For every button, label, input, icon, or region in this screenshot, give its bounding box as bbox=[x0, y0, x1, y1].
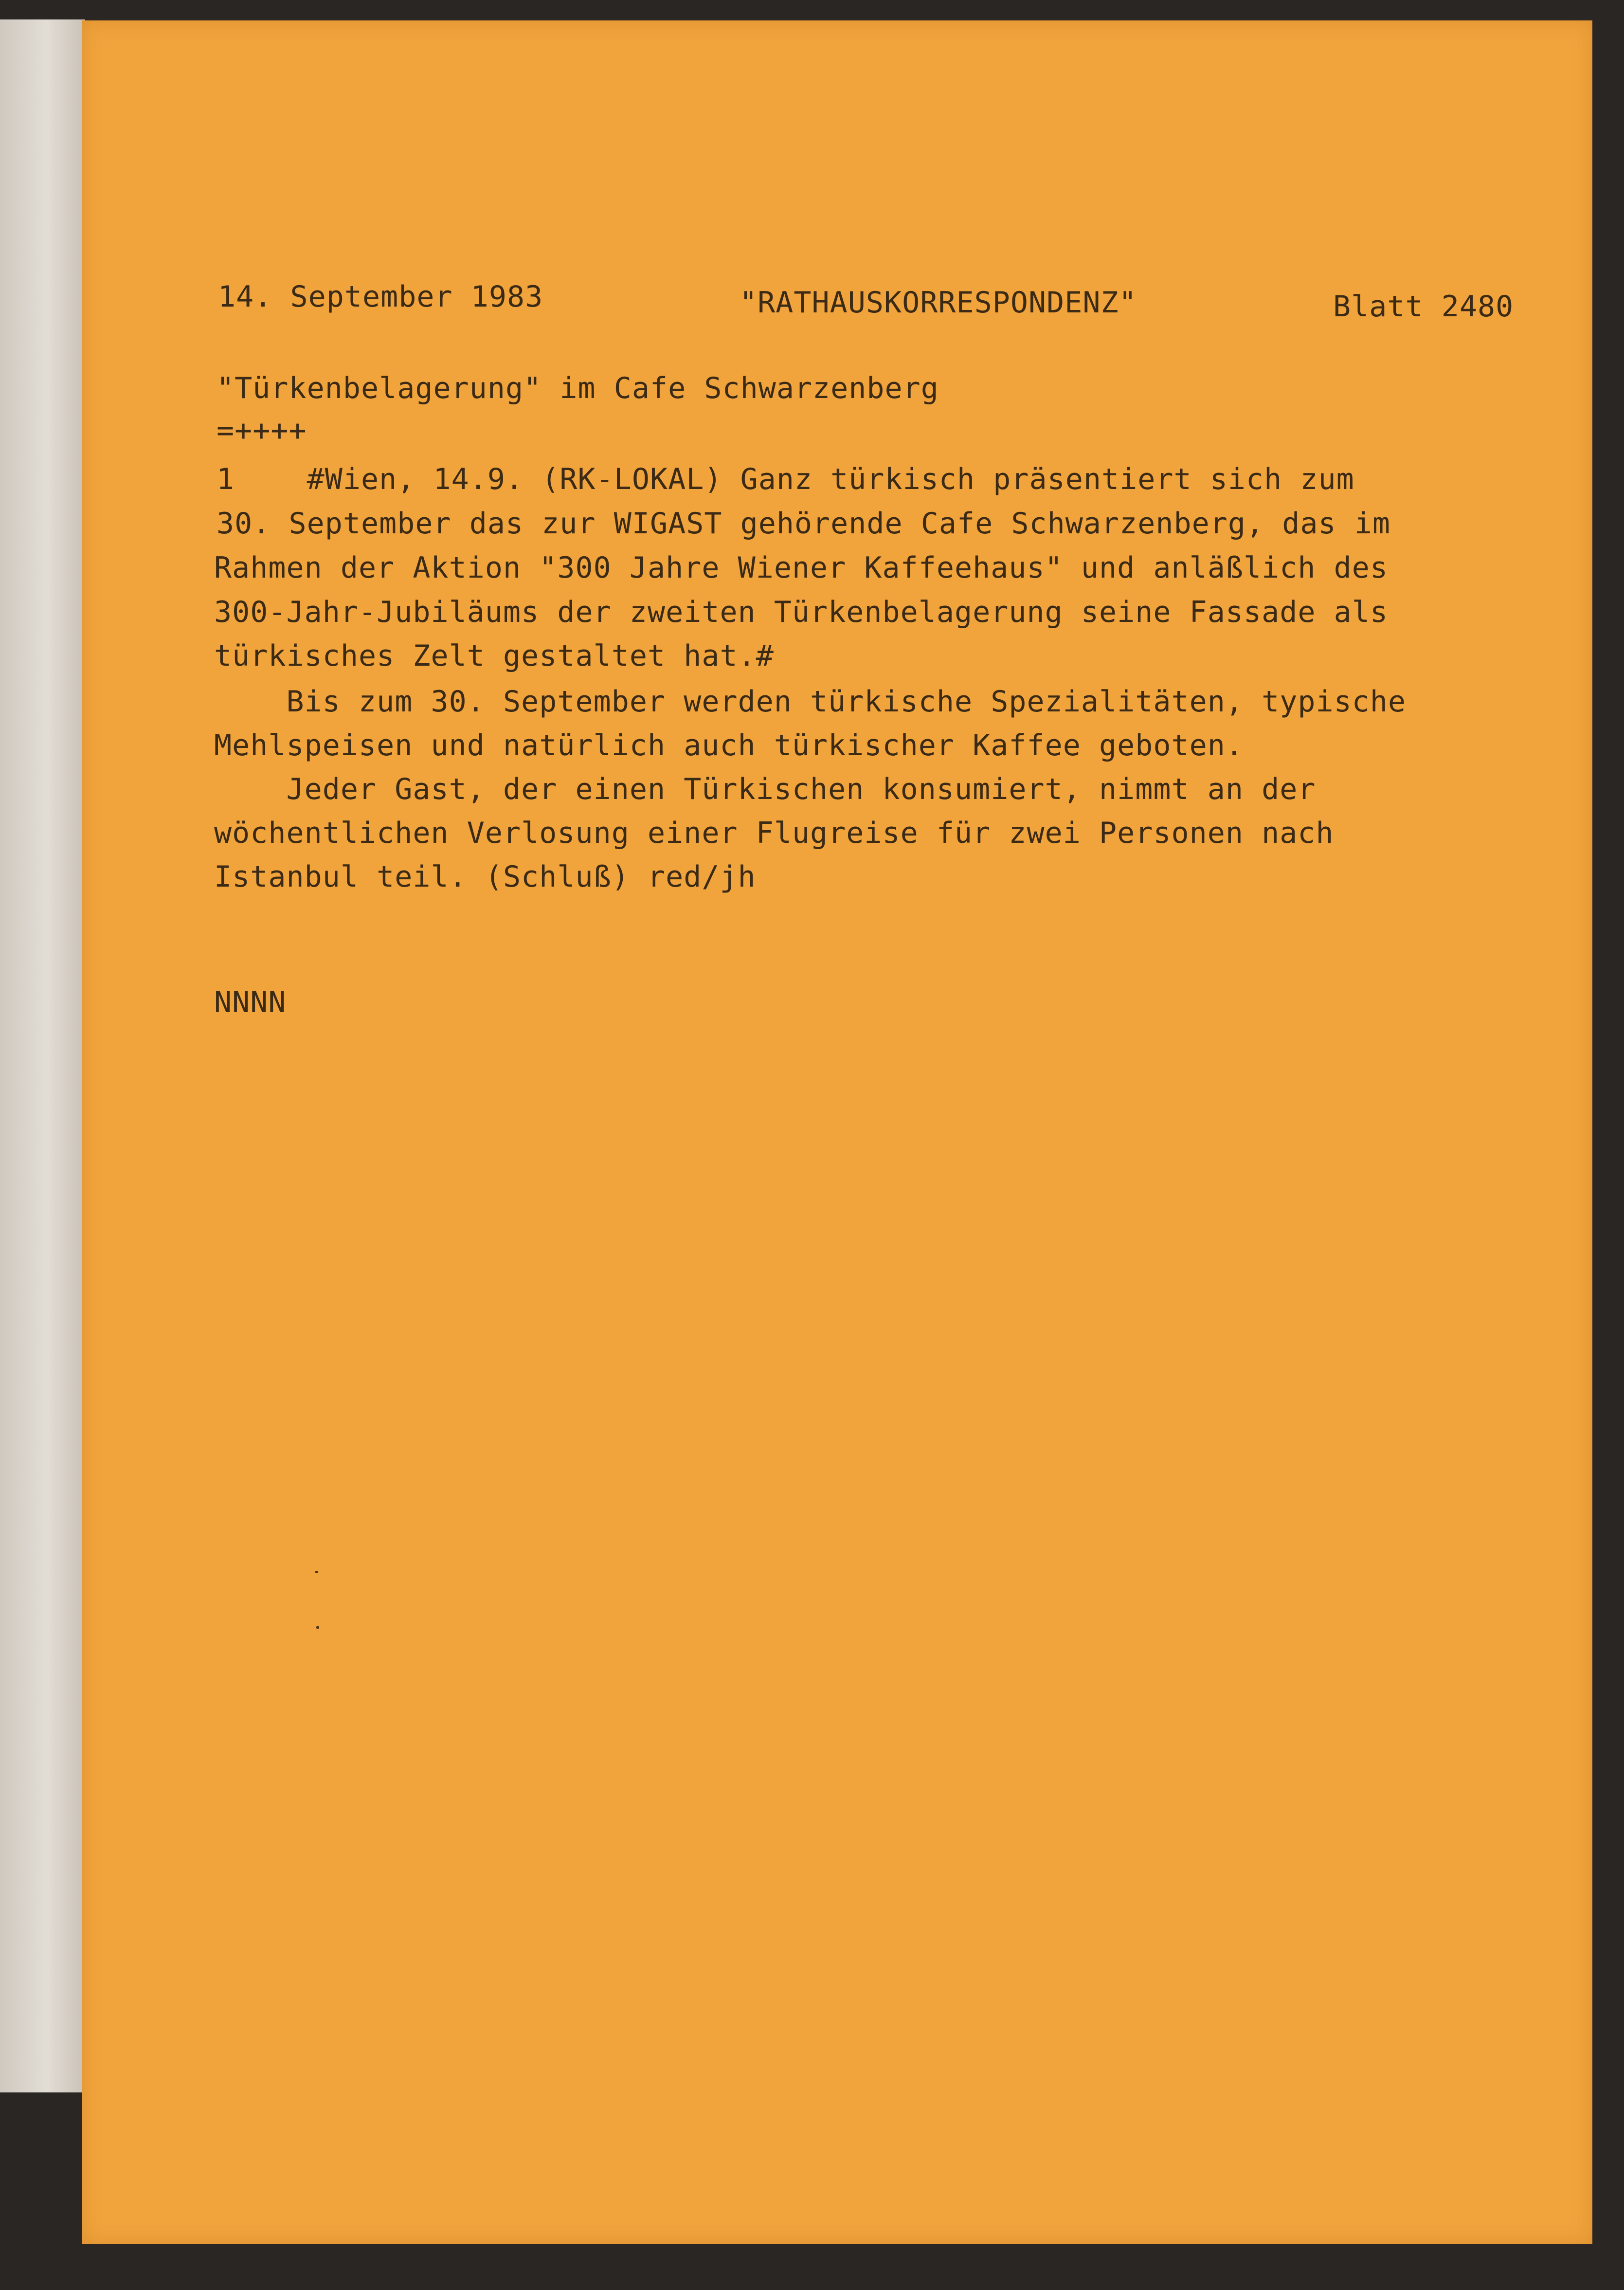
body-line: 30. September das zur WIGAST gehörende Cafe Schwarzenberg, das im bbox=[217, 507, 1390, 541]
header-sheet-number: Blatt 2480 bbox=[1333, 290, 1514, 324]
underlying-page-edge bbox=[0, 19, 85, 2092]
paper-speck bbox=[316, 1626, 319, 1629]
body-line: Bis zum 30. September werden türkische Spezialitäten, typische bbox=[214, 685, 1407, 719]
body-line: 1 #Wien, 14.9. (RK-LOKAL) Ganz türkisch präsentiert sich zum bbox=[217, 462, 1354, 496]
end-mark: NNNN bbox=[214, 985, 287, 1019]
document-page bbox=[82, 20, 1592, 2244]
body-line: Mehlspeisen und natürlich auch türkischer Kaffee geboten. bbox=[214, 728, 1244, 763]
body-line: Jeder Gast, der einen Türkischen konsumiert, nimmt an der bbox=[214, 772, 1316, 806]
body-line: wöchentlichen Verlosung einer Flugreise für zwei Personen nach bbox=[214, 816, 1334, 850]
body-line: Rahmen der Aktion "300 Jahre Wiener Kaffeehaus" und anläßlich des bbox=[214, 551, 1388, 585]
header-date: 14. September 1983 bbox=[218, 280, 543, 314]
article-title: "Türkenbelagerung" im Cafe Schwarzenberg bbox=[217, 371, 939, 405]
header-source: "RATHAUSKORRESPONDENZ" bbox=[740, 286, 1137, 320]
body-line: Istanbul teil. (Schluß) red/jh bbox=[214, 860, 756, 894]
body-line: türkisches Zelt gestaltet hat.# bbox=[214, 639, 774, 673]
body-line: 300-Jahr-Jubiläums der zweiten Türkenbelagerung seine Fassade als bbox=[214, 595, 1388, 629]
article-marker: =++++ bbox=[217, 414, 307, 448]
paper-speck bbox=[315, 1571, 318, 1573]
